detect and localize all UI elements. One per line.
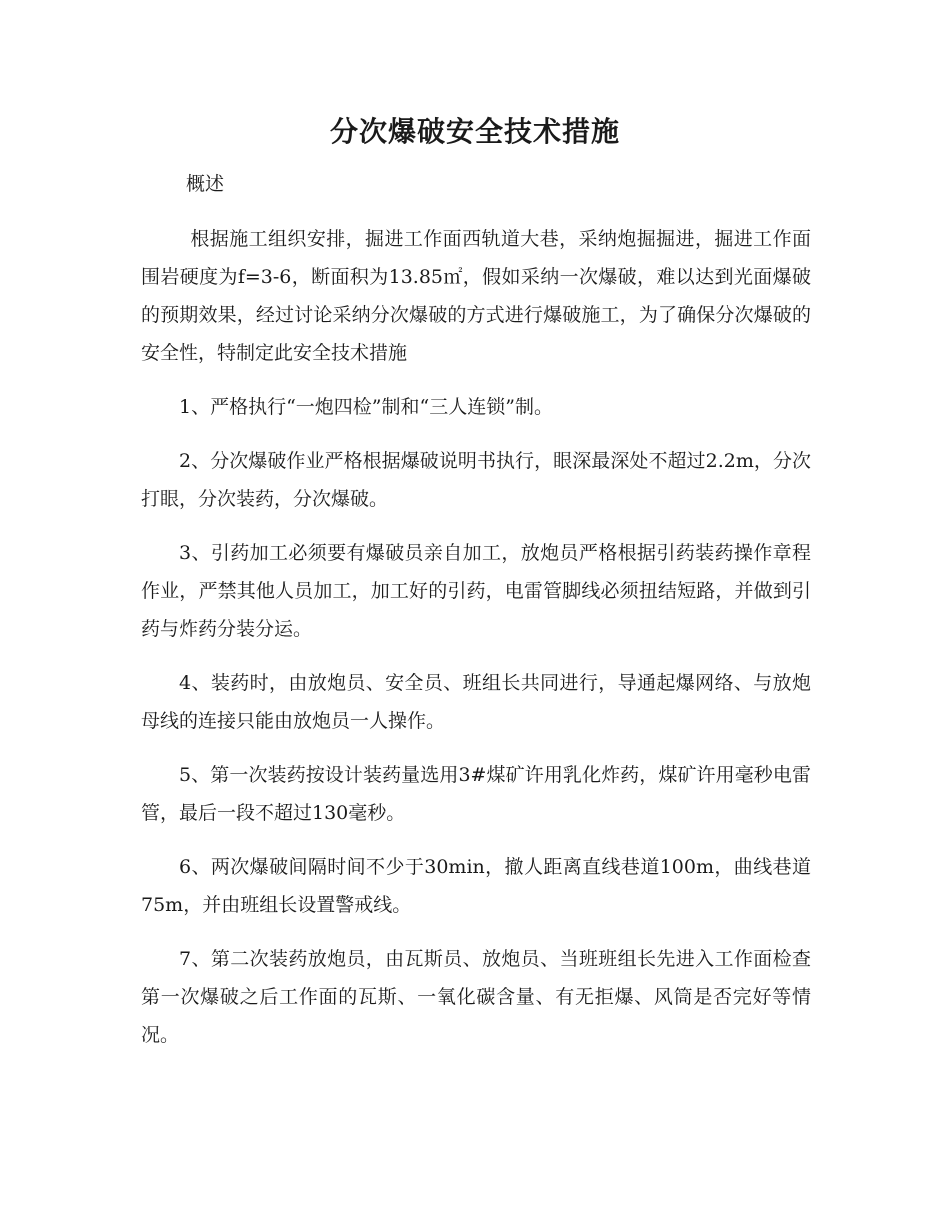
document-body [141, 220, 811, 1070]
measure-item-1: 1、严格执行“一炮四检”制和“三人连锁”制。 [179, 396, 553, 418]
measure-item-7: 7、第二次装药放炮员，由瓦斯员、放炮员、当班班组长先进入工作面检查第一次爆破之后工作面的瓦斯、一氧化碳含量、有无拒爆、风筒是否完好等情况。 [141, 948, 811, 1046]
page-title: 分次爆破安全技术措施 [329, 115, 620, 148]
measure-item-2: 2、分次爆破作业严格根据爆破说明书执行，眼深最深处不超过2.2m，分次打眼，分次装药，分次爆破。 [141, 450, 811, 510]
measure-item-3: 3、引药加工必须要有爆破员亲自加工，放炮员严格根据引药装药操作章程作业，严禁其他人员加工，加工好的引药，电雷管脚线必须扭结短路，并做到引药与炸药分装分运。 [141, 542, 811, 640]
measure-item-6: 6、两次爆破间隔时间不少于30min，撤人距离直线巷道100m，曲线巷道75m，并由班组长设置警戒线。 [141, 856, 811, 916]
measure-item-4: 4、装药时，由放炮员、安全员、班组长共同进行，导通起爆网络、与放炮母线的连接只能由放炮员一人操作。 [141, 672, 811, 732]
intro-paragraph: 根据施工组织安排，掘进工作面西轨道大巷，采纳炮掘掘进，掘进工作面围岩硬度为f=3-6，断面积为13.85㎡，假如采纳一次爆破，难以达到光面爆破的预期效果，经过讨论采纳分次爆破的方式进行爆破施工，为了确保分次爆破的安全性，特制定此安全技术措施 [141, 228, 811, 364]
overview-heading: 概述 [186, 173, 225, 195]
measure-item-5: 5、第一次装药按设计装药量选用3#煤矿许用乳化炸药，煤矿许用毫秒电雷管，最后一段不超过130毫秒。 [141, 764, 811, 824]
